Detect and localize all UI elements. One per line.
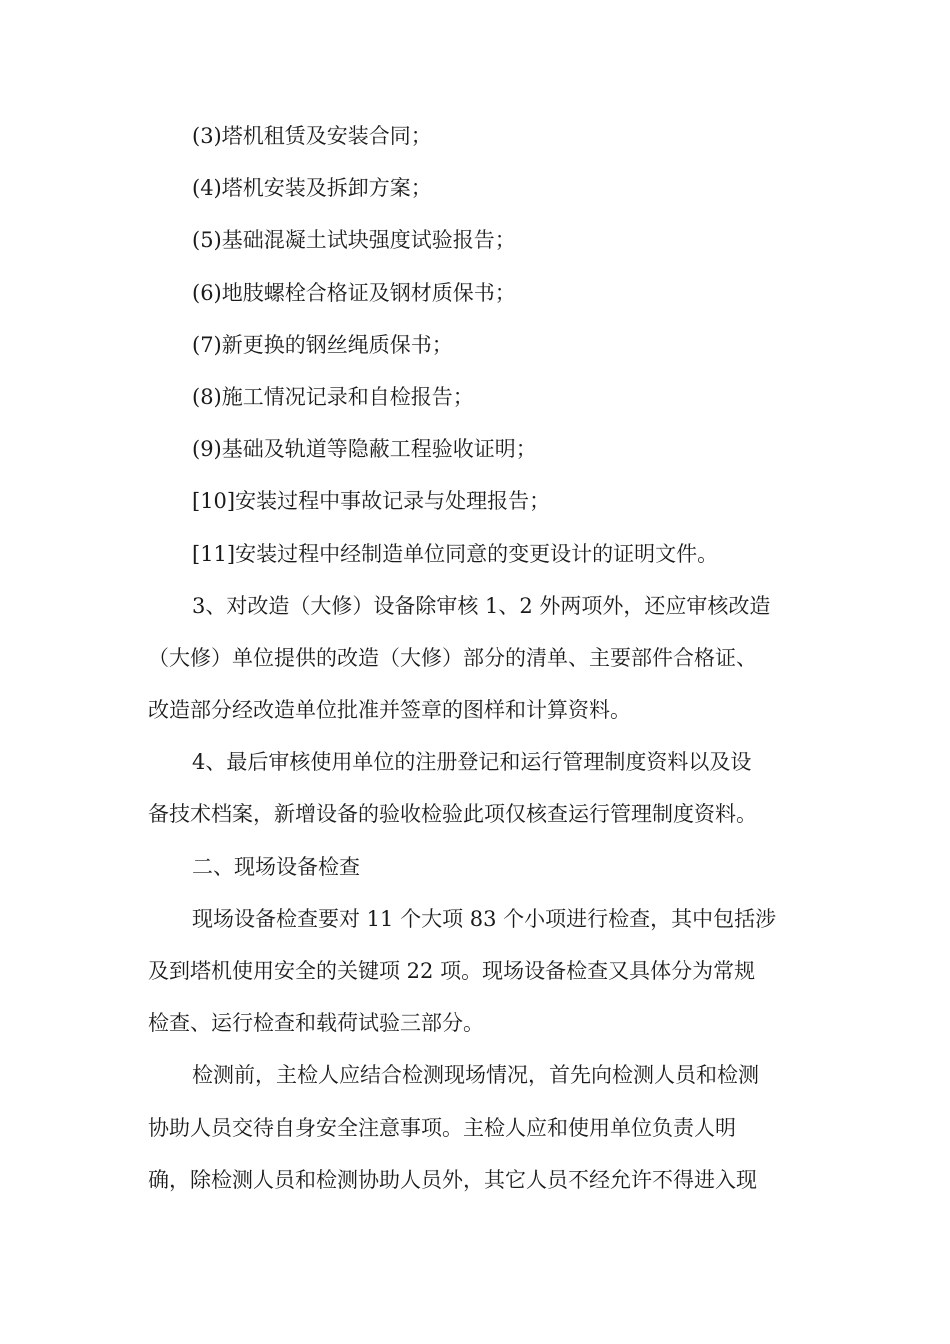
section-heading: 二、现场设备检查: [192, 854, 360, 879]
text-line-1: (3)塔机租赁及安装合同；: [192, 124, 432, 148]
text-line-2: (4)塔机安装及拆卸方案；: [192, 176, 432, 201]
text-line-21: 确，除检测人员和检测协助人员外，其它人员不经允许不得进入现: [148, 1167, 757, 1192]
text-line-20: 协助人员交待自身安全注意事项。主检人应和使用单位负责人明: [148, 1115, 736, 1140]
text-line-4: (6)地肢螺栓合格证及钢材质保书；: [192, 280, 516, 305]
text-line-5: (7)新更换的钢丝绳质保书；: [192, 332, 453, 357]
text-line-16: 现场设备检查要对 11 个大项 83 个小项进行检查，其中包括涉: [192, 906, 777, 931]
text-line-14: 备技术档案，新增设备的验收检验此项仅核查运行管理制度资料。: [148, 802, 757, 827]
text-line-18: 检查、运行检查和载荷试验三部分。: [148, 1011, 484, 1036]
text-line-9: [11]安装过程中经制造单位同意的变更设计的证明文件。: [192, 541, 719, 566]
text-line-7: (9)基础及轨道等隐蔽工程验收证明；: [192, 437, 537, 462]
text-line-12: 改造部分经改造单位批准并签章的图样和计算资料。: [148, 698, 631, 723]
text-line-8: [10]安装过程中事故记录与处理报告；: [192, 489, 551, 514]
text-line-11: （大修）单位提供的改造（大修）部分的清单、主要部件合格证、: [148, 645, 757, 670]
text-line-6: (8)施工情况记录和自检报告；: [192, 384, 474, 409]
text-line-10: 3、对改造（大修）设备除审核 1、2 外两项外，还应审核改造: [192, 593, 771, 618]
text-line-3: (5)基础混凝土试块强度试验报告；: [192, 228, 516, 253]
document-body: [148, 118, 798, 1214]
text-line-17: 及到塔机使用安全的关键项 22 项。现场设备检查又具体分为常规: [148, 959, 756, 983]
text-line-19: 检测前，主检人应结合检测现场情况，首先向检测人员和检测: [192, 1063, 759, 1088]
text-line-13: 4、最后审核使用单位的注册登记和运行管理制度资料以及设: [192, 750, 752, 775]
